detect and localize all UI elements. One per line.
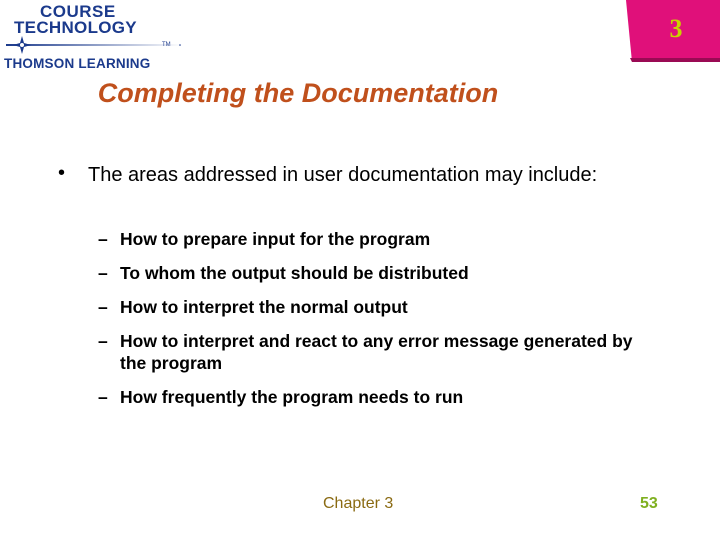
bullet-text: The areas addressed in user documentation may include: bbox=[88, 164, 598, 186]
sub-item-text: To whom the output should be distributed bbox=[120, 263, 469, 283]
sub-dash: – bbox=[98, 297, 108, 317]
list-item bbox=[98, 330, 658, 374]
sub-item-text: How to interpret and react to any error message generated by the program bbox=[120, 331, 633, 373]
logo-course-text: COURSE bbox=[40, 2, 116, 21]
slide-title: Completing the Documentation bbox=[97, 78, 499, 108]
footer-page-number: 53 bbox=[640, 495, 658, 512]
sub-item-text: How to prepare input for the program bbox=[120, 229, 431, 249]
bullet-mark: • bbox=[58, 162, 66, 184]
list-item bbox=[98, 228, 658, 250]
logo-technology-text: TECHNOLOGY bbox=[14, 18, 137, 37]
sub-item-text: How to interpret the normal output bbox=[120, 297, 408, 317]
sub-dash: – bbox=[98, 331, 108, 351]
sub-dash: – bbox=[98, 229, 108, 249]
main-bullet bbox=[58, 162, 668, 189]
list-item bbox=[98, 296, 658, 318]
footer-chapter-label: Chapter 3 bbox=[323, 495, 394, 512]
list-item bbox=[98, 262, 658, 284]
chapter-badge-number: 3 bbox=[669, 14, 683, 43]
course-technology-logo bbox=[0, 0, 190, 76]
list-item bbox=[98, 386, 658, 408]
sub-item-text: How frequently the program needs to run bbox=[120, 387, 464, 407]
sub-dash: – bbox=[98, 263, 108, 283]
sub-item-list bbox=[98, 228, 658, 420]
logo-thomson-learning-text: THOMSON LEARNING bbox=[4, 56, 151, 71]
logo-trademark: TM bbox=[162, 42, 171, 48]
sub-dash: – bbox=[98, 387, 108, 407]
